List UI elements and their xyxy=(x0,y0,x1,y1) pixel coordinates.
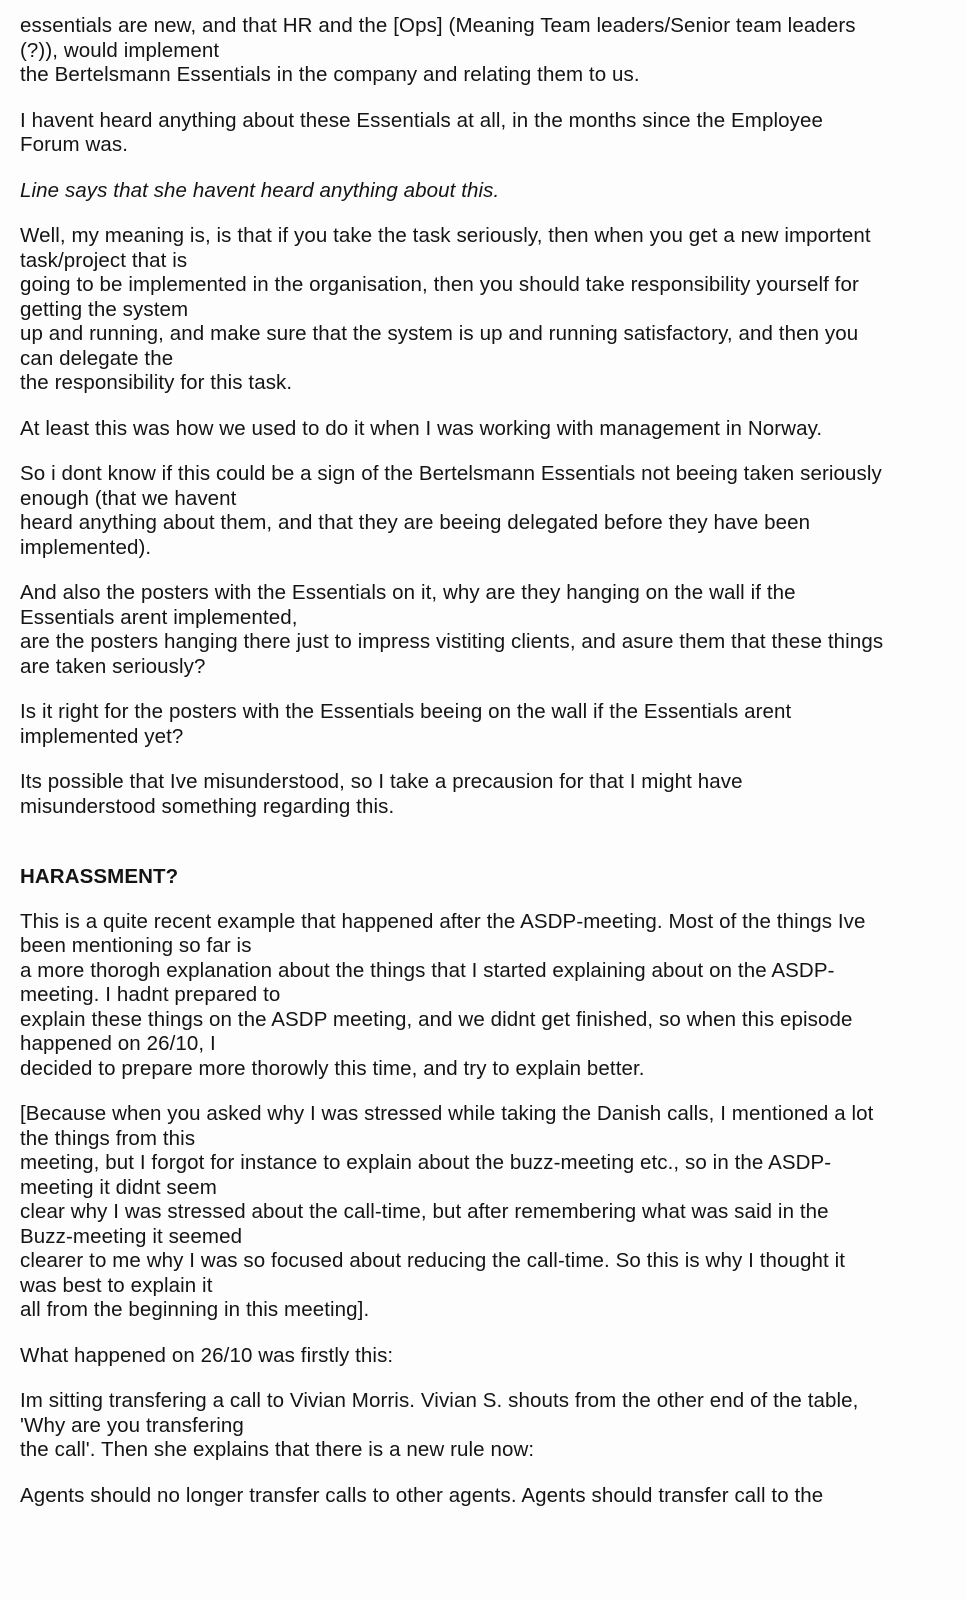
text-line: meeting, but I forgot for instance to explain about the buzz-meeting etc., so in the ASDP- xyxy=(20,1151,832,1174)
paragraph xyxy=(20,179,950,204)
paragraph xyxy=(20,1389,950,1463)
text-line: So i dont know if this could be a sign of the Bertelsmann Essentials not beeing taken seriously xyxy=(20,462,882,485)
text-line: getting the system xyxy=(20,297,189,321)
text-line: Agents should no longer transfer calls to other agents. Agents should transfer call to the xyxy=(20,1483,824,1507)
text-line: Well, my meaning is, is that if you take the task seriously, then when you get a new importent xyxy=(20,224,871,247)
text-line: implemented). xyxy=(20,535,152,559)
paragraph xyxy=(20,1344,950,1369)
paragraph xyxy=(20,224,950,396)
text-line: 'Why are you transfering xyxy=(20,1413,244,1437)
text-line: [Because when you asked why I was stressed while taking the Danish calls, I mentioned a lot xyxy=(20,1102,874,1125)
paragraph xyxy=(20,581,950,679)
text-line: At least this was how we used to do it when I was working with management in Norway. xyxy=(20,416,823,440)
text-line: all from the beginning in this meeting]. xyxy=(20,1298,370,1321)
paragraph xyxy=(20,109,950,158)
text-line: the things from this xyxy=(20,1126,196,1150)
text-line: Line says that she havent heard anything about this. xyxy=(20,178,500,202)
text-line: Essentials arent implemented, xyxy=(20,605,298,629)
text-line: the call'. Then she explains that there is a new rule now: xyxy=(20,1438,535,1461)
text-line: This is a quite recent example that happened after the ASDP-meeting. Most of the things Ive xyxy=(20,909,866,933)
text-line: Forum was. xyxy=(20,133,129,156)
text-line: meeting. I hadnt prepared to xyxy=(20,983,281,1006)
text-line: implemented yet? xyxy=(20,724,184,748)
text-line: (?)), would implement xyxy=(20,38,220,62)
paragraph xyxy=(20,1102,950,1323)
paragraph xyxy=(20,910,950,1082)
text-line: can delegate the xyxy=(20,346,174,370)
text-line: up and running, and make sure that the system is up and running satisfactory, and then you xyxy=(20,322,859,345)
paragraph xyxy=(20,700,950,749)
text-line: going to be implemented in the organisation, then you should take responsibility yourself for xyxy=(20,273,859,296)
text-line: task/project that is xyxy=(20,248,188,272)
text-line: clearer to me why I was so focused about reducing the call-time. So this is why I thought it xyxy=(20,1249,846,1272)
text-line: Its possible that Ive misunderstood, so I take a precausion for that I might have xyxy=(20,770,743,793)
text-line: Buzz-meeting it seemed xyxy=(20,1224,243,1248)
section-heading xyxy=(20,865,950,890)
paragraph xyxy=(20,770,950,819)
text-line: decided to prepare more thorowly this time, and try to explain better. xyxy=(20,1056,645,1080)
paragraph xyxy=(20,1484,950,1509)
text-line: Is it right for the posters with the Essentials beeing on the wall if the Essentials arent xyxy=(20,700,792,723)
text-line: explain these things on the ASDP meeting, and we didnt get finished, so when this episode xyxy=(20,1007,853,1031)
text-line: Im sitting transfering a call to Vivian Morris. Vivian S. shouts from the other end of the table, xyxy=(20,1389,859,1412)
text-line: HARASSMENT? xyxy=(20,865,179,888)
text-line: And also the posters with the Essentials on it, why are they hanging on the wall if the xyxy=(20,581,796,604)
text-line: the responsibility for this task. xyxy=(20,371,293,394)
text-line: enough (that we havent xyxy=(20,486,237,510)
text-line: been mentioning so far is xyxy=(20,934,252,957)
text-line: essentials are new, and that HR and the [Ops] (Meaning Team leaders/Senior team leaders xyxy=(20,14,856,37)
text-line: happened on 26/10, I xyxy=(20,1032,216,1055)
text-line: What happened on 26/10 was firstly this: xyxy=(20,1343,394,1367)
text-line: heard anything about them, and that they are beeing delegated before they have been xyxy=(20,511,811,534)
text-line: meeting it didnt seem xyxy=(20,1175,217,1199)
text-line: misunderstood something regarding this. xyxy=(20,794,395,818)
paragraph xyxy=(20,14,950,88)
text-line: clear why I was stressed about the call-time, but after remembering what was said in the xyxy=(20,1200,829,1223)
text-line: a more thorogh explanation about the things that I started explaining about on the ASDP- xyxy=(20,958,835,982)
text-line: was best to explain it xyxy=(20,1273,213,1297)
text-line: are the posters hanging there just to impress vistiting clients, and asure them that these things xyxy=(20,630,884,653)
document-body xyxy=(20,14,950,1529)
text-line: I havent heard anything about these Essentials at all, in the months since the Employee xyxy=(20,108,823,132)
paragraph xyxy=(20,462,950,560)
text-line: the Bertelsmann Essentials in the company and relating them to us. xyxy=(20,63,640,86)
text-line: are taken seriously? xyxy=(20,654,206,678)
paragraph xyxy=(20,417,950,442)
